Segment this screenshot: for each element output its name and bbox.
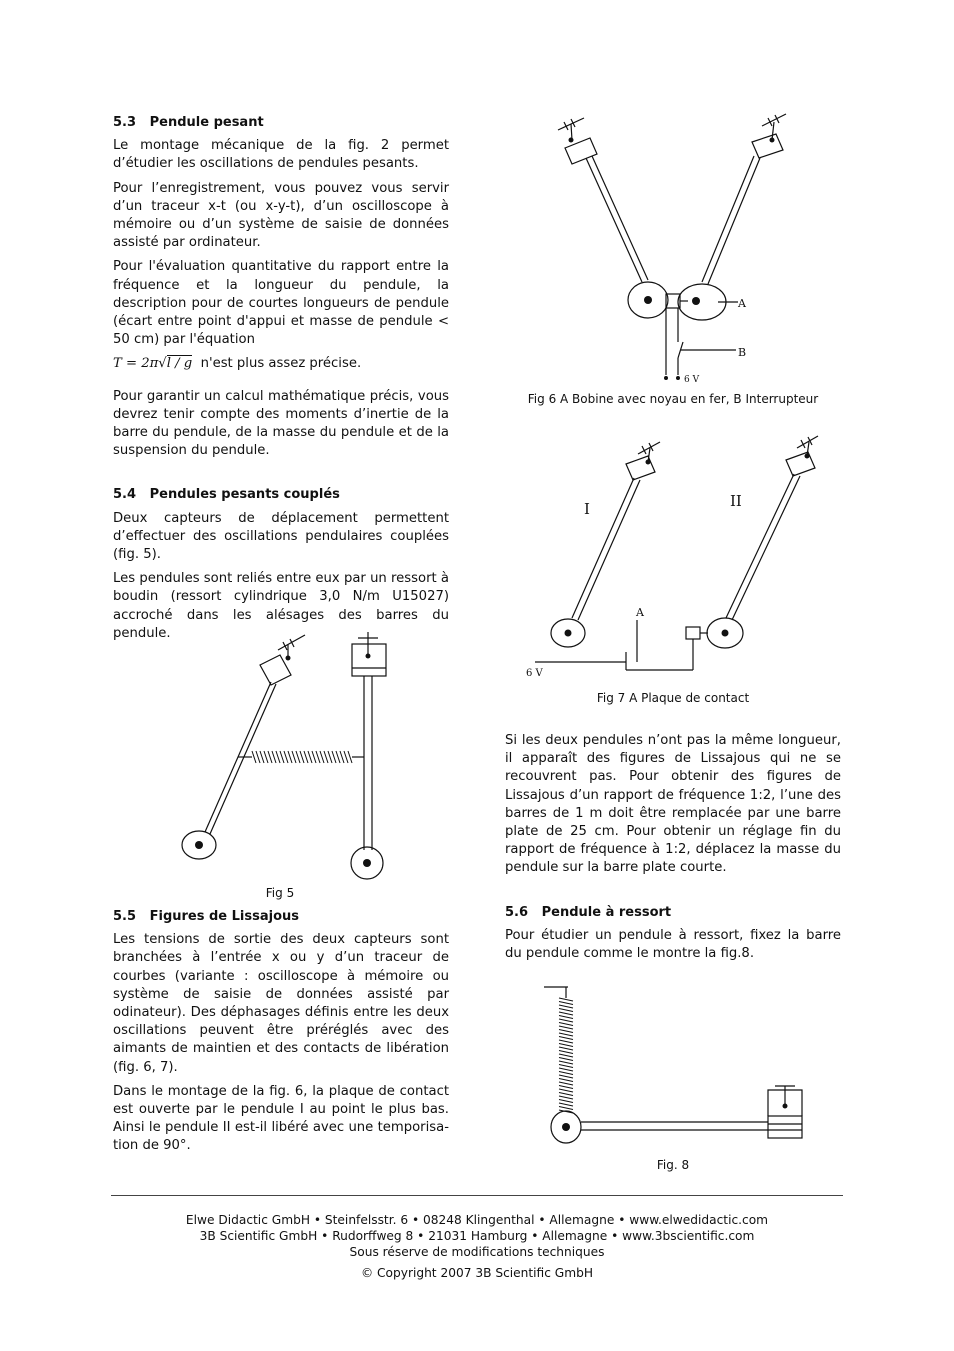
section-5-4-title: 5.4 Pendules pesants couplés <box>113 487 340 503</box>
s55-paragraph-2: Dans le montage de la fig. 6, la plaque de contact est ouverte par le pendule I au point le plus bas. Ainsi le pendule II est-il libéré avec une temporisation de 90°. <box>113 1083 449 1154</box>
fig7-label-a: A <box>636 606 644 619</box>
figure-7-contact-plate <box>520 430 840 680</box>
footer-line-2: 3B Scientific GmbH • Rudorffweg 8 • 21031 Hamburg • Allemagne • www.3bscientific.com <box>199 1229 755 1243</box>
right-column-text <box>505 732 841 969</box>
equation-line <box>113 355 449 373</box>
s55-paragraph-1: Les tensions de sortie des deux capteurs sont branchées à l’entrée x ou y d’un traceur de courbes (variante : oscilloscope à mémoire ou système de saisie de données assisté par odinateur). Des déphasages définis entre les deux oscillations peuvent être préréglés avec des aimants de maintien et des contacts de libération (fig. 6, 7). <box>113 932 449 1075</box>
figure-8-caption: Fig. 8 <box>656 1158 690 1172</box>
fig7-label-i: I <box>584 500 590 518</box>
figure-7-caption: Fig 7 A Plaque de contact <box>596 691 750 705</box>
footer-line-1: Elwe Didactic GmbH • Steinfelsstr. 6 • 08248 Klingenthal • Allemagne • www.elwedidactic.com <box>185 1213 769 1227</box>
page-footer <box>111 1195 843 1281</box>
s56-paragraph-1: Pour étudier un pendule à ressort, fixez la barre du pendule comme le montre la fig.8. <box>505 927 841 962</box>
figure-5-caption: Fig 5 <box>265 886 295 900</box>
figure-5-coupled-pendulums <box>170 620 400 890</box>
fig7-label-ii: II <box>730 492 742 510</box>
equation-radicand: l / g <box>166 356 193 372</box>
left-column-top <box>113 114 449 649</box>
s53-paragraph-3: Pour l'évaluation quantitative du rapport entre la fréquence et la longueur du pendule, la description pour de courtes longueurs de pendule (écart entre point d'appui et masse de pendule < 50 cm) par l'équation <box>113 259 449 348</box>
figure-6-caption: Fig 6 A Bobine avec noyau en fer, B Interrupteur <box>527 392 819 406</box>
s53-paragraph-1: Le montage mécanique de la fig. 2 permet d’étudier les oscillations de pendules pesants. <box>113 138 449 172</box>
footer-line-3: Sous réserve de modifications techniques <box>349 1245 605 1259</box>
left-column-bottom <box>113 908 449 1162</box>
s54-paragraph-2: Les pendules sont reliés entre eux par un ressort à boudin (ressort cylindrique 3,0 N/m U15027) accroché dans les alésages des barres du pendule. <box>113 571 449 641</box>
fig6-label-voltage: 6 V <box>684 375 700 385</box>
s54-paragraph-1: Deux capteurs de déplacement permettent d’effectuer des oscillations pendulaires couplées (fig. 5). <box>113 510 449 563</box>
radical-sign: √ <box>158 356 167 372</box>
figure-6-coil-and-switch <box>520 110 820 390</box>
section-5-3-title: 5.3 Pendule pesant <box>113 115 264 130</box>
fig6-label-a: A <box>738 297 746 310</box>
section-5-6-title: 5.6 Pendule à ressort <box>505 904 672 920</box>
section-5-5-title: 5.5 Figures de Lissajous <box>113 909 300 924</box>
equation-text: n'est plus assez précise. <box>200 356 362 372</box>
lissajous-paragraph: Si les deux pendules n’ont pas la même longueur, il apparaît des figures de Lissajous qui ne se recouvrent pas. Pour obtenir des figures de Lissajous d’un rapport de fréquence 1:2, l’une des barres de 1 m doit être remplacée par une barre plate de 25 cm. Pour obtenir un réglage fin du rapport de fréquence à 1:2, déplacez la masse du pendule sur la barre plate courte. <box>505 733 841 876</box>
fig6-label-b: B <box>738 346 747 359</box>
footer-line-4: © Copyright 2007 3B Scientific GmbH <box>360 1266 594 1280</box>
fig7-label-voltage: 6 V <box>526 668 543 679</box>
equation-lhs: T = 2π <box>113 356 159 372</box>
s53-paragraph-4: Pour garantir un calcul mathématique précis, vous devrez tenir compte des moments d’inertie de la barre du pendule, de la masse du pendule et de la suspension du pendule. <box>113 388 449 459</box>
figure-8-spring-pendulum <box>540 978 810 1153</box>
s53-paragraph-2: Pour l’enregistrement, vous pouvez vous servir d’un traceur x-t (ou x-y-t), d’un oscilloscope à mémoire ou d’un système de saisie de données assisté par ordinateur. <box>113 180 449 251</box>
